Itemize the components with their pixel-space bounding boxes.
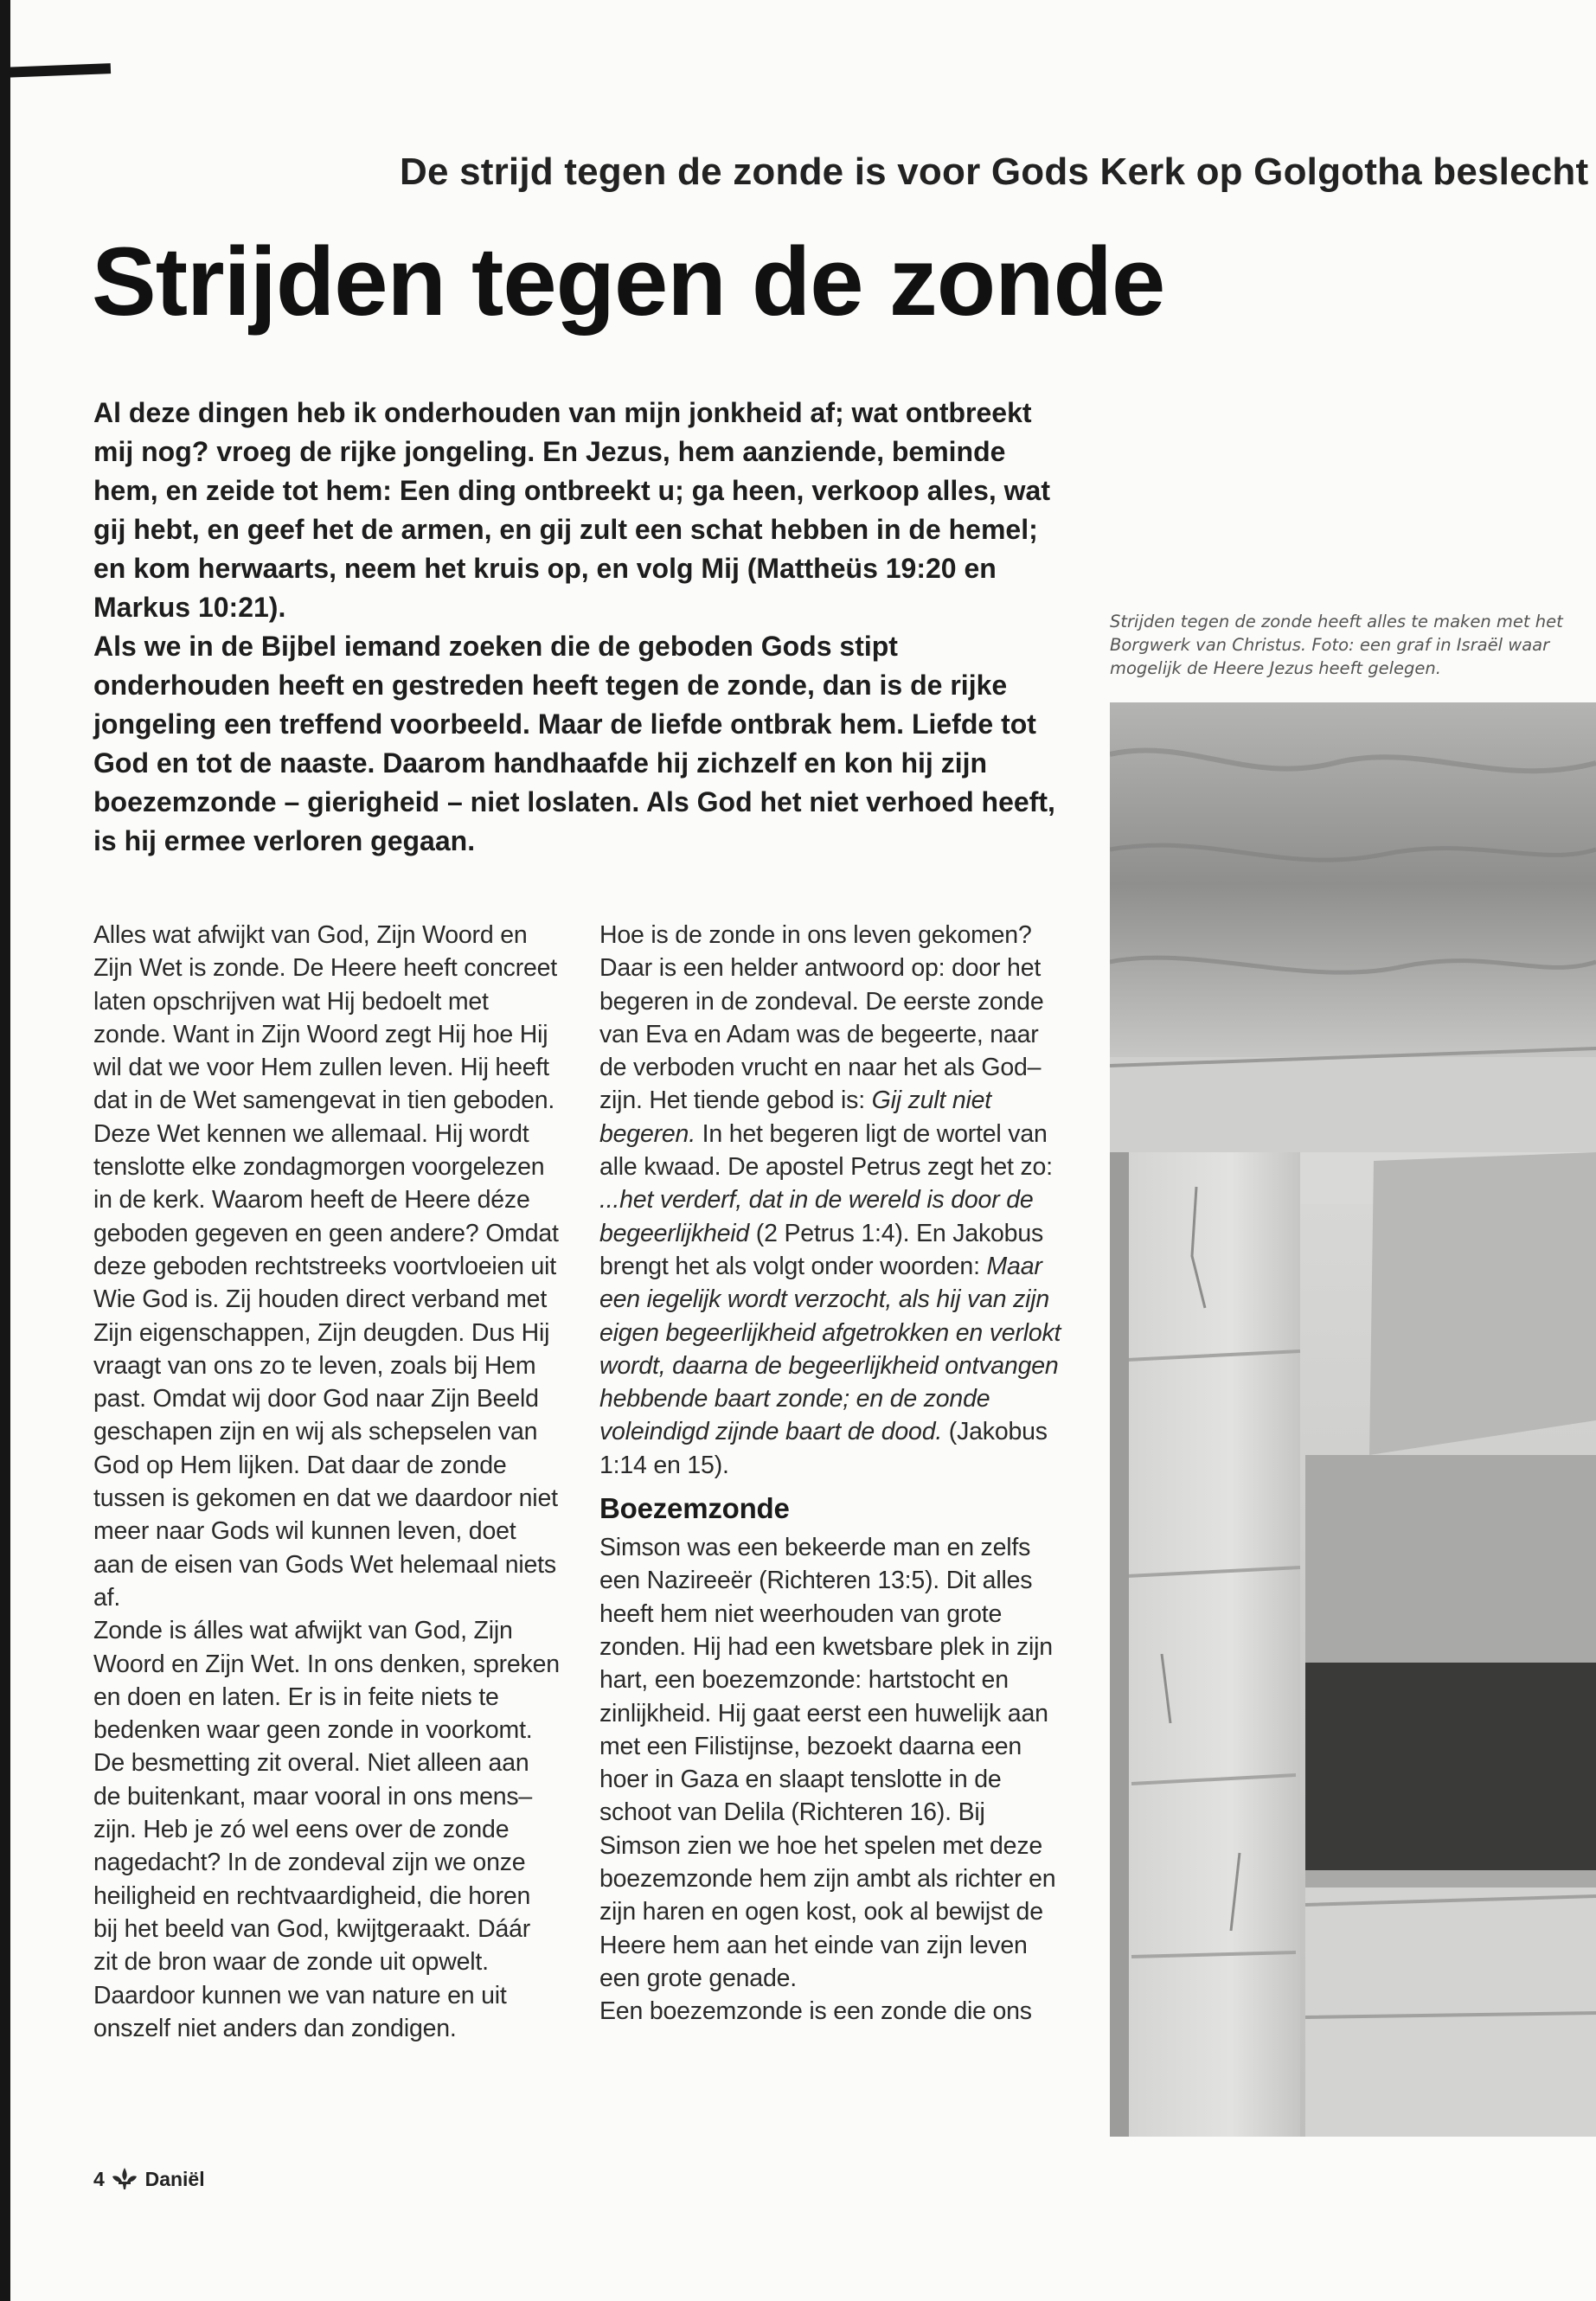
- article-subtitle: De strijd tegen de zonde is voor Gods Kerk op Golgotha beslecht: [400, 151, 1589, 193]
- intro-paragraph: Als we in de Bijbel iemand zoeken die de geboden Gods stipt onderhouden heeft en gestreden heeft tegen de zonde, dan is de rijke jongeling een treffend voorbeeld. Maar de liefde ontbrak hem. Liefde tot God en tot de naaste. Daarom handhaafde hij zichzelf en kon hij zijn boezemzonde – gierigheid – niet loslaten. Als God het niet verhoed heeft, is hij ermee verloren gegaan.: [93, 631, 1055, 856]
- section-heading: Boezemzonde: [599, 1492, 790, 1525]
- fleur-de-lis-icon: [110, 2166, 139, 2195]
- tomb-illustration: [1110, 702, 1596, 2137]
- quote: ...het verderf, dat in de wereld is door de begeerlijkheid: [599, 1186, 1034, 1247]
- page-number: 4: [93, 2168, 105, 2191]
- body-paragraph: Zonde is álles wat afwijkt van God, Zijn Woord en Zijn Wet. In ons denken, spreken en doen en laten. Er is in feite niets te bedenken waar geen zonde in voorkomt. De besmetting zit overal. Niet alleen aan de buitenkant, maar vooral in ons mens–zijn. Heb je zó wel eens over de zonde nagedacht? In de zondeval zijn we onze heiligheid en rechtvaardigheid, die horen bij het beeld van God, kwijtgeraakt. Dáár zit de bron waar de zonde uit opwelt. Daardoor kunnen we van nature en uit onszelf niet anders dan zondigen.: [93, 1617, 560, 2042]
- intro-paragraph: Al deze dingen heb ik onderhouden van mijn jonkheid af; wat ontbreekt mij nog? vroeg de rijke jongeling. En Jezus, hem aanziende, beminde hem, en zeide tot hem: Een ding ontbreekt u; ga heen, verkoop alles, wat gij hebt, en geef het de armen, en gij zult een schat hebben in de hemel; en kom herwaarts, neem het kruis op, en volg Mij (Mattheüs 19:20 en Markus 10:21).: [93, 397, 1050, 623]
- scan-border-left: [0, 0, 10, 2301]
- body-paragraph: Alles wat afwijkt van God, Zijn Woord en Zijn Wet is zonde. De Heere heeft concreet laten opschrijven wat Hij bedoelt met zonde. Want in Zijn Woord zegt Hij hoe Hij wil dat we voor Hem zullen leven. Hij heeft dat in de Wet samengevat in tien geboden. Deze Wet kennen we allemaal. Hij wordt tenslotte elke zondagmorgen voorgelezen in de kerk. Waarom heeft de Heere déze geboden gegeven en geen andere? Omdat deze geboden rechtstreeks voortvloeien uit Wie God is. Zij houden direct verband met Zijn eigenschappen, Zijn deugden. Dus Hij vraagt van ons zo te leven, zoals bij Hem past. Omdat wij door God naar Zijn Beeld geschapen zijn en wij als schepselen van God op Hem lijken. Dat daar de zonde tussen is gekomen en dat we daardoor niet meer naar Gods wil kunnen leven, doet aan de eisen van Gods Wet helemaal niets af.: [93, 921, 559, 1612]
- intro-lead: [93, 394, 1075, 861]
- tomb-photo: [1110, 702, 1596, 2137]
- scan-border-corner: [0, 63, 111, 78]
- body-paragraph: Hoe is de zonde in ons leven gekomen? Daar is een helder antwoord op: door het begeren in de zondeval. De eerste zonde van Eva en Adam was de begeerte, naar de verboden vrucht en naar het als God–zijn. Het tiende gebod is: Gij zult niet begeren. In het begeren ligt de wortel van alle kwaad. De apostel Petrus zegt het zo: ...het verderf, dat in de wereld is door de begeerlijkheid (2 Petrus 1:4). En Jakobus brengt het als volgt onder woorden: Maar een iegelijk wordt verzocht, als hij van zijn eigen begeerlijkheid afgetrokken en verlokt wordt, daarna de begeerlijkheid ontvangen hebbende baart zonde; en de zonde voleindigd zijnde baart de dood. (Jakobus 1:14 en 15).: [599, 921, 1061, 1479]
- article-title: Strijden tegen de zonde: [92, 228, 1165, 336]
- body-column-2: [599, 919, 1067, 2029]
- body-paragraph: Simson was een bekeerde man en zelfs een Nazireeër (Richteren 13:5). Dit alles heeft hem niet weerhouden van grote zonden. Hij had een kwetsbare plek in zijn hart, een boezemzonde: hartstocht en zinlijkheid. Hij gaat eerst een huwelijk aan met een Filistijnse, bezoekt daarna een hoer in Gaza en slaapt tenslotte in de schoot van Delila (Richteren 16). Bij Simson zien we hoe het spelen met deze boezemzonde hem zijn ambt als richter en zijn haren en ogen kost, ook al bewijst de Heere hem aan het einde van zijn leven een grote genade.: [599, 1534, 1056, 1992]
- quote: Gij zult niet begeren.: [599, 1086, 992, 1148]
- body-column-1: [93, 919, 561, 2045]
- quote: Maar een iegelijk wordt verzocht, als hij van zijn eigen begeerlijkheid afgetrokken en verlokt wordt, daarna de begeerlijkheid ontvangen hebbende baart zonde; en de zonde voleindigd zijnde baart de dood.: [599, 1252, 1061, 1446]
- magazine-name: Daniël: [144, 2168, 205, 2191]
- page-footer: [93, 2166, 205, 2195]
- photo-caption: Strijden tegen de zonde heeft alles te maken met het Borgwerk van Christus. Foto: een graf in Israël waar mogelijk de Heere Jezus heeft gelegen.: [1110, 612, 1563, 678]
- body-paragraph: Een boezemzonde is een zonde die ons: [599, 1997, 1032, 2026]
